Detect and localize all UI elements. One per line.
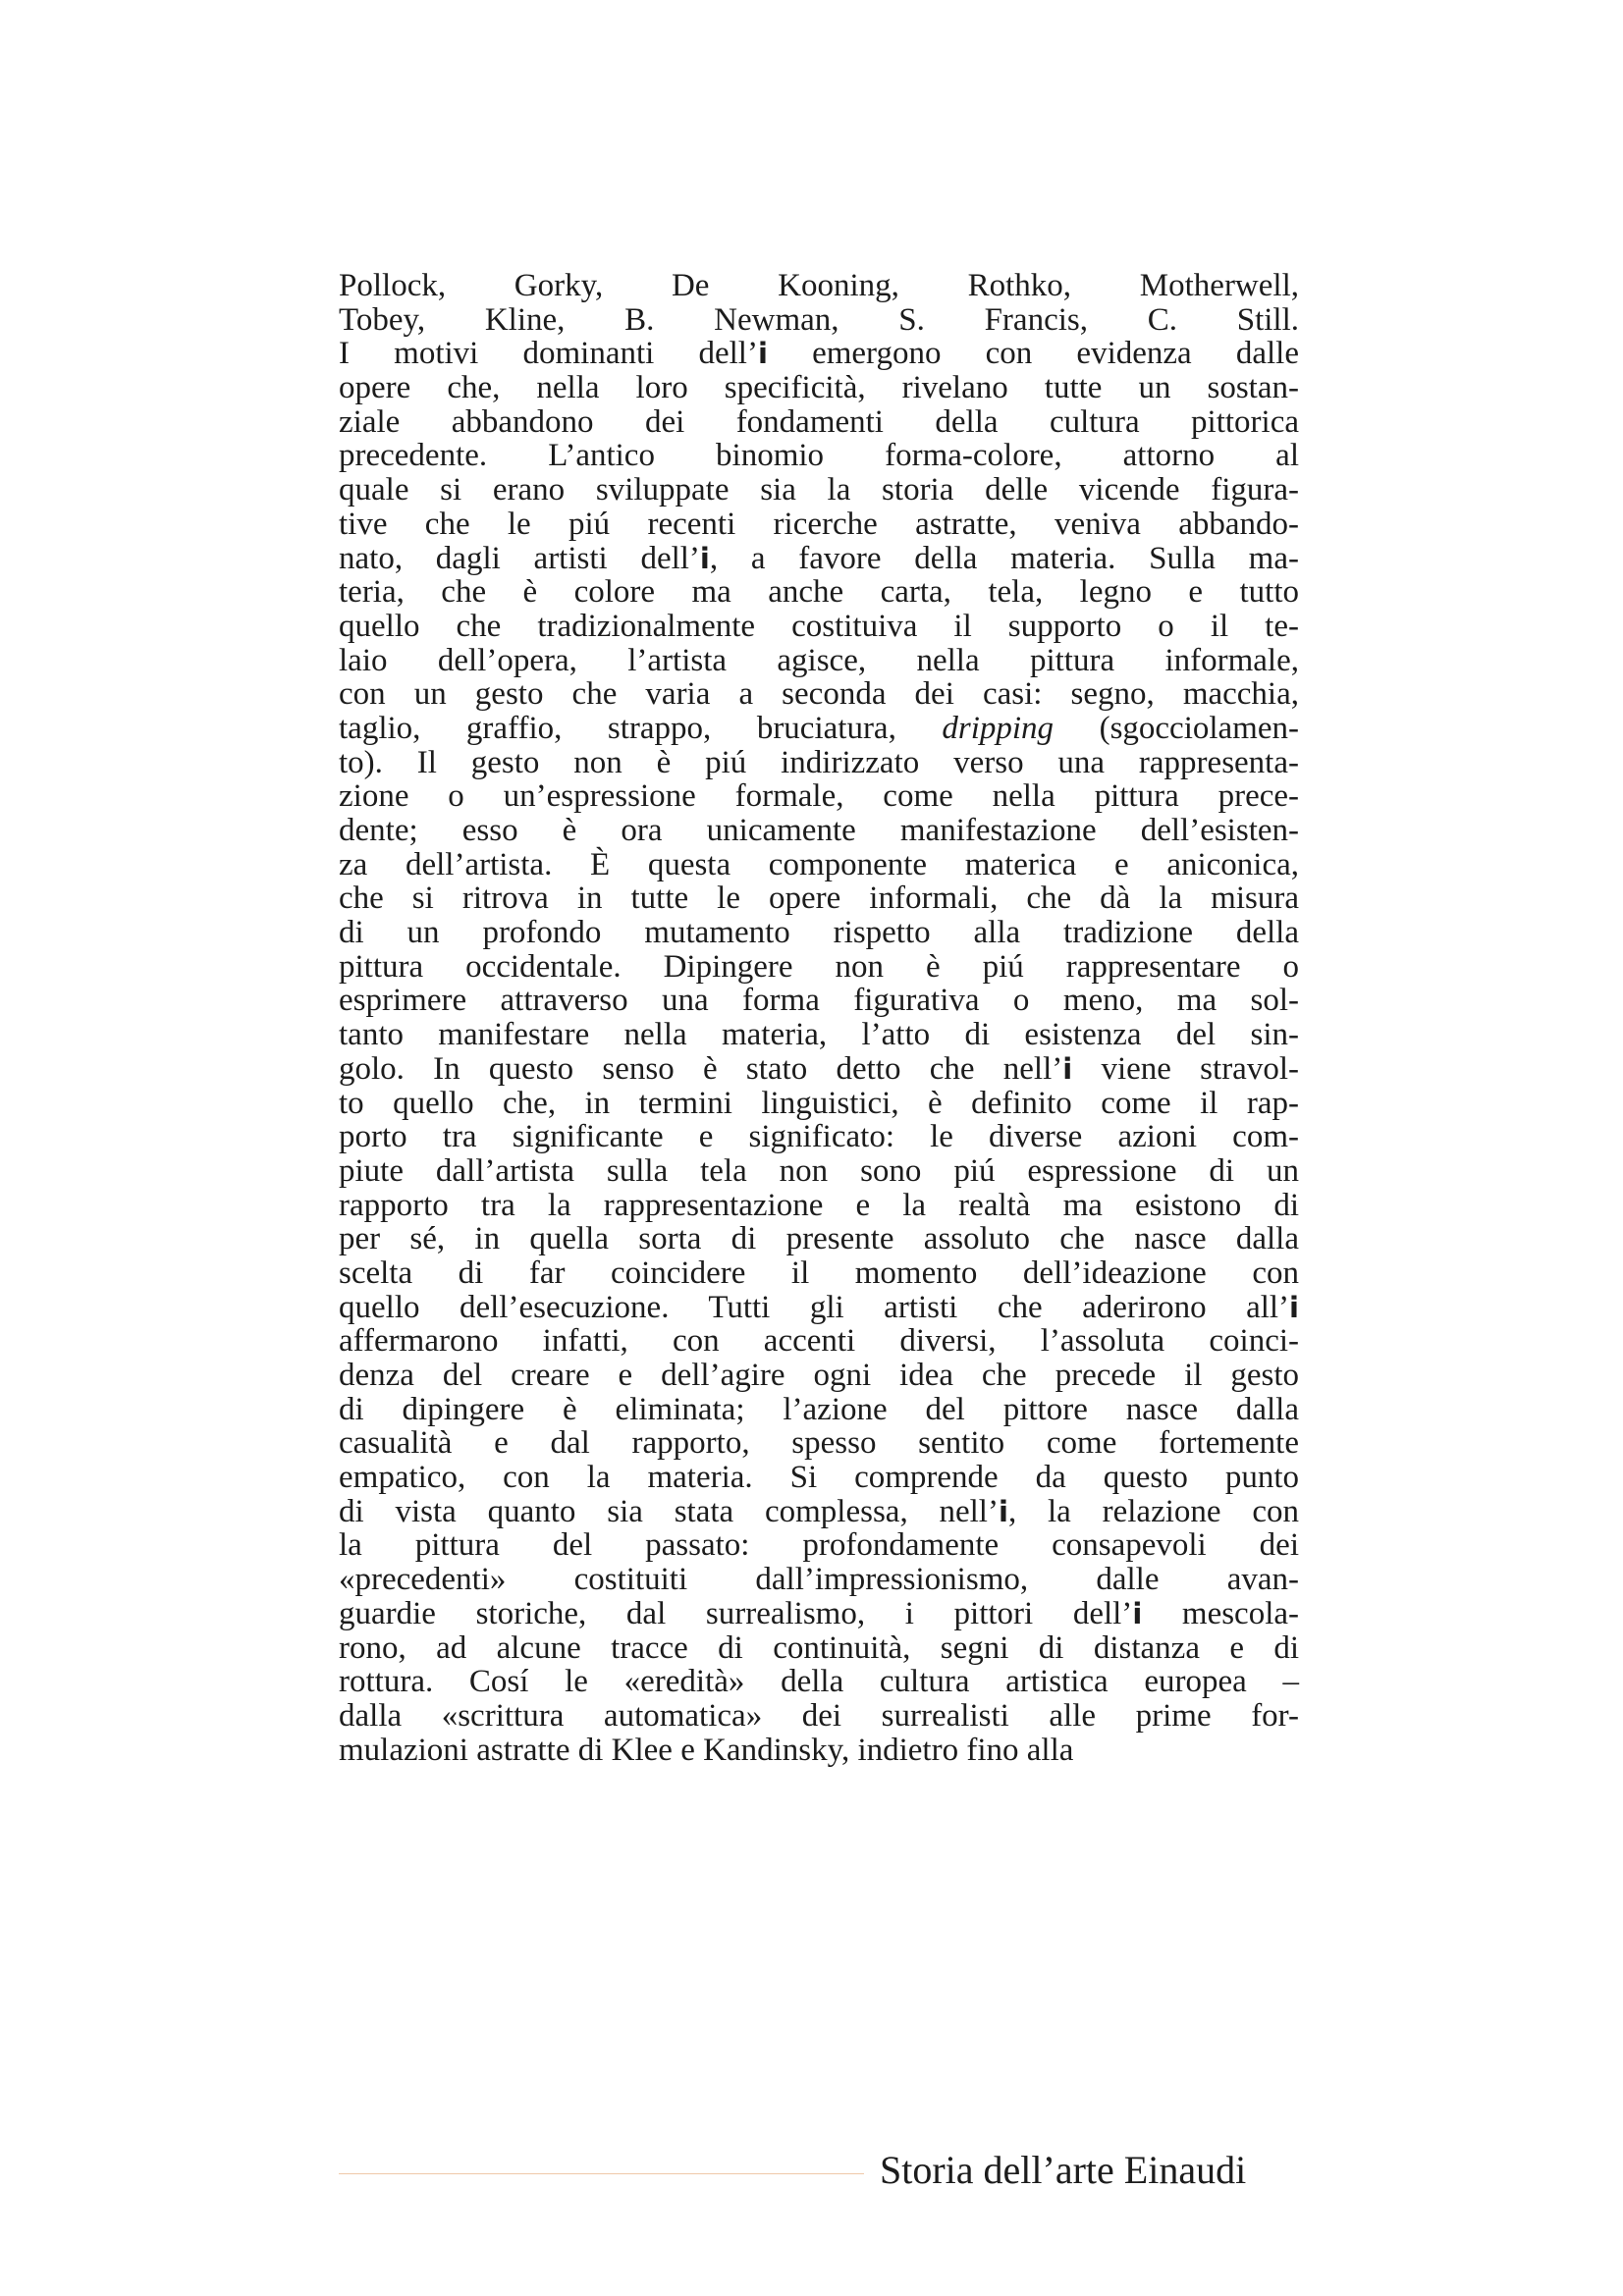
text-run: I motivi dominanti dell’ bbox=[339, 336, 758, 372]
text-run: casualità e dal rapporto, spesso sentito come fortemente bbox=[339, 1425, 1299, 1462]
text-line bbox=[339, 1699, 1299, 1734]
text-line bbox=[339, 1222, 1299, 1256]
text-run: precedente. L’antico binomio forma-colore, attorno al bbox=[339, 438, 1299, 474]
text-run: zione o un’espressione formale, come nella pittura prece- bbox=[339, 778, 1299, 815]
text-run: guardie storiche, dal surrealismo, i pittori dell’ bbox=[339, 1595, 1133, 1631]
text-run: quale si erano sviluppate sia la storia delle vicende figura- bbox=[339, 472, 1299, 508]
text-line bbox=[339, 1461, 1299, 1495]
text-line bbox=[339, 644, 1299, 678]
text-run: rono, ad alcune tracce di continuità, segni di distanza e di bbox=[339, 1629, 1299, 1666]
text-line bbox=[339, 337, 1299, 371]
text-run: porto tra significante e significato: le diverse azioni com- bbox=[339, 1119, 1299, 1155]
informalism-abbreviation: i bbox=[757, 337, 768, 371]
text-run: opere che, nella loro specificità, rivelano tutte un sostan- bbox=[339, 370, 1299, 406]
text-run: piute dall’artista sulla tela non sono piú espressione di un bbox=[339, 1152, 1299, 1189]
text-run: con un gesto che varia a seconda dei casi: segno, macchia, bbox=[339, 676, 1299, 713]
text-run: dente; esso è ora unicamente manifestazione dell’esisten- bbox=[339, 813, 1299, 848]
text-run: scelta di far coincidere il momento dell’ideazione con bbox=[339, 1255, 1299, 1291]
text-run: za dell’artista. È questa componente materica e aniconica, bbox=[339, 846, 1299, 882]
text-line bbox=[339, 916, 1299, 950]
informalism-abbreviation: i bbox=[998, 1494, 1008, 1528]
body-text bbox=[339, 269, 1299, 1767]
text-line bbox=[339, 1631, 1299, 1666]
text-run: quello che tradizionalmente costituiva il supporto o il te- bbox=[339, 608, 1299, 644]
text-run: to). Il gesto non è piú indirizzato verso una rappresenta- bbox=[339, 744, 1299, 780]
informalism-abbreviation: i bbox=[699, 541, 710, 575]
text-line bbox=[339, 1495, 1299, 1529]
text-run: to quello che, in termini linguistici, è definito come il rap- bbox=[339, 1085, 1299, 1121]
text-line bbox=[339, 542, 1299, 576]
text-run: teria, che è colore ma anche carta, tela, legno e tutto bbox=[339, 574, 1299, 611]
text-run: laio dell’opera, l’artista agisce, nella pittura informale, bbox=[339, 642, 1299, 678]
text-run: tive che le piú recenti ricerche astratte, veniva abbando- bbox=[339, 506, 1299, 542]
text-run: emergono con evidenza dalle bbox=[767, 336, 1299, 372]
text-line bbox=[339, 984, 1299, 1018]
text-line bbox=[339, 439, 1299, 473]
text-run: mescola- bbox=[1142, 1595, 1300, 1631]
text-line bbox=[339, 881, 1299, 916]
text-line bbox=[339, 1087, 1299, 1121]
text-line bbox=[339, 405, 1299, 440]
text-run: dalla «scrittura automatica» dei surrealisti alle prime for- bbox=[339, 1697, 1299, 1734]
text-run: esprimere attraverso una forma figurativa o meno, ma sol- bbox=[339, 983, 1299, 1019]
text-run: ziale abbandono dei fondamenti della cultura pittorica bbox=[339, 403, 1299, 440]
text-run: la pittura del passato: profondamente consapevoli dei bbox=[339, 1527, 1299, 1564]
text-run: nato, dagli artisti dell’ bbox=[339, 540, 700, 576]
text-run: quello dell’esecuzione. Tutti gli artisti che aderirono all’ bbox=[339, 1289, 1290, 1325]
text-line bbox=[339, 1189, 1299, 1223]
text-line bbox=[339, 1018, 1299, 1052]
text-line bbox=[339, 1324, 1299, 1359]
informalism-abbreviation: i bbox=[1132, 1596, 1143, 1630]
text-run: denza del creare e dell’agire ogni idea che precede il gesto bbox=[339, 1358, 1299, 1393]
text-line bbox=[339, 1256, 1299, 1291]
text-run: mulazioni astratte di Klee e Kandinsky, indietro fino alla bbox=[339, 1732, 1074, 1768]
text-run: affermarono infatti, con accenti diversi, l’assoluta coinci- bbox=[339, 1323, 1299, 1360]
text-run: pittura occidentale. Dipingere non è piú rappresentare o bbox=[339, 948, 1299, 985]
text-line bbox=[339, 814, 1299, 848]
text-line bbox=[339, 1359, 1299, 1393]
text-run: Pollock, Gorky, De Kooning, Rothko, Motherwell, bbox=[339, 268, 1299, 303]
text-run: (sgocciolamen- bbox=[1054, 710, 1299, 746]
text-line bbox=[339, 950, 1299, 985]
text-run: rapporto tra la rappresentazione e la realtà ma esistono di bbox=[339, 1187, 1299, 1223]
text-line bbox=[339, 1597, 1299, 1631]
text-run: che si ritrova in tutte le opere informali, che dà la misura bbox=[339, 881, 1299, 917]
text-line bbox=[339, 371, 1299, 405]
text-run: viene stravol- bbox=[1072, 1050, 1299, 1087]
text-line bbox=[339, 507, 1299, 542]
text-line bbox=[339, 1665, 1299, 1699]
text-run: golo. In questo senso è stato detto che nell’ bbox=[339, 1050, 1063, 1087]
text-line bbox=[339, 1734, 1299, 1768]
text-line bbox=[339, 1120, 1299, 1154]
text-line bbox=[339, 1563, 1299, 1597]
text-run: di dipingere è eliminata; l’azione del pittore nasce dalla bbox=[339, 1391, 1299, 1427]
text-line bbox=[339, 848, 1299, 882]
text-line bbox=[339, 1154, 1299, 1189]
text-line bbox=[339, 746, 1299, 780]
text-line bbox=[339, 610, 1299, 644]
text-run: rottura. Cosí le «eredità» della cultura artistica europea – bbox=[339, 1664, 1299, 1700]
text-line bbox=[339, 269, 1299, 303]
text-line bbox=[339, 1291, 1299, 1325]
footer-title: Storia dell’arte Einaudi bbox=[880, 2148, 1247, 2192]
text-line bbox=[339, 575, 1299, 610]
text-run: per sé, in quella sorta di presente assoluto che nasce dalla bbox=[339, 1221, 1299, 1257]
text-line bbox=[339, 1052, 1299, 1087]
text-line bbox=[339, 1393, 1299, 1427]
text-run: di vista quanto sia stata complessa, nell’ bbox=[339, 1493, 999, 1529]
text-run: tanto manifestare nella materia, l’atto di esistenza del sin- bbox=[339, 1017, 1299, 1053]
text-line bbox=[339, 1426, 1299, 1461]
informalism-abbreviation: i bbox=[1062, 1051, 1073, 1086]
text-line bbox=[339, 473, 1299, 507]
text-run: «precedenti» costituiti dall’impressionismo, dalle avan- bbox=[339, 1562, 1299, 1598]
italic-term: dripping bbox=[942, 710, 1055, 746]
text-line bbox=[339, 677, 1299, 712]
text-run: di un profondo mutamento rispetto alla tradizione della bbox=[339, 915, 1299, 951]
text-run: taglio, graffio, strappo, bruciatura, bbox=[339, 710, 943, 746]
text-run: empatico, con la materia. Si comprende da questo punto bbox=[339, 1460, 1299, 1496]
text-line bbox=[339, 712, 1299, 746]
text-line bbox=[339, 303, 1299, 338]
informalism-abbreviation: i bbox=[1289, 1290, 1299, 1324]
text-line bbox=[339, 1528, 1299, 1563]
text-run: Tobey, Kline, B. Newman, S. Francis, C. Still. bbox=[339, 301, 1299, 338]
text-run: , a favore della materia. Sulla ma- bbox=[709, 540, 1299, 576]
text-run: , la relazione con bbox=[1007, 1493, 1299, 1529]
footer-rule bbox=[339, 2173, 864, 2174]
text-line bbox=[339, 779, 1299, 814]
